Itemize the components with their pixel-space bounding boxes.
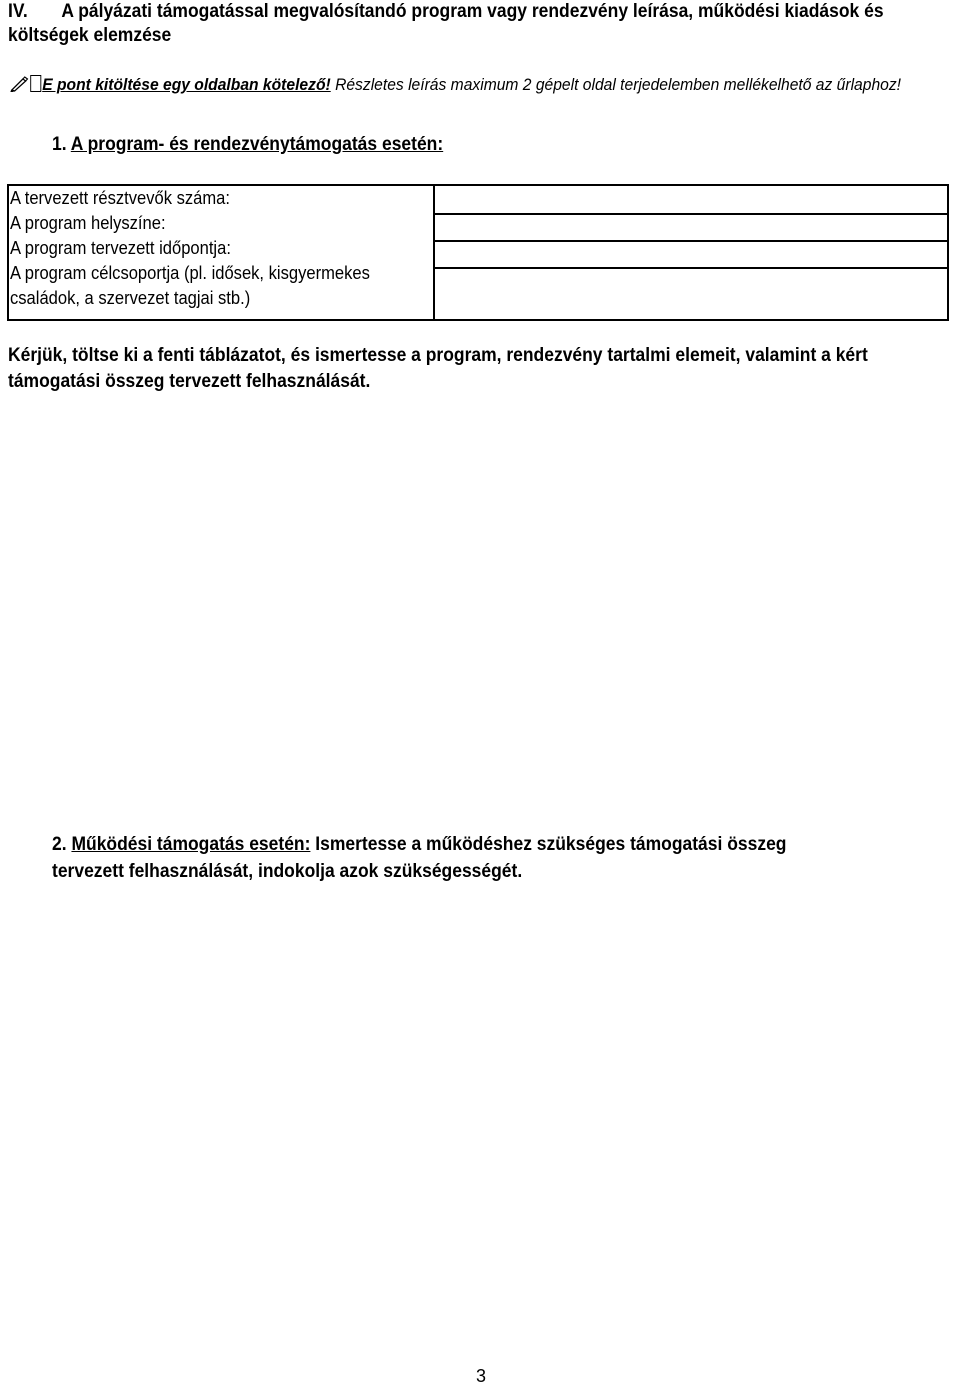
detail-note: Részletes leírás maximum 2 gépelt oldal terjedelemben mellékelhető az űrlaphoz! xyxy=(330,75,902,94)
mandatory-note: E pont kitöltése egy oldalban kötelező! xyxy=(42,75,331,94)
checkbox-glyph xyxy=(30,75,41,92)
value-cell[interactable] xyxy=(434,185,948,320)
participants-value-field[interactable] xyxy=(435,186,947,215)
subsection-2-title: Működési támogatás esetén: xyxy=(71,834,311,855)
section-number: IV. xyxy=(8,1,28,22)
subsection-1-heading xyxy=(52,133,443,157)
subsection-2-number: 2. xyxy=(52,834,67,855)
section-title: A pályázati támogatással megvalósítandó program vagy rendezvény leírása, működési kiadások és költségek elemzése xyxy=(8,1,884,46)
row-label-participants: A tervezett résztvevők száma: A program helyszíne: A program tervezett időpontja: A program célcsoportja (pl. idősek, kisgyermekes családok, a szervezet tagjai stb.) xyxy=(8,185,434,320)
program-form-table xyxy=(7,184,949,321)
table-row xyxy=(8,185,948,320)
subsection-1-title: A program- és rendezvénytámogatás esetén: xyxy=(70,134,444,155)
location-value-field[interactable] xyxy=(435,215,947,242)
target-group-value-field[interactable] xyxy=(435,269,947,319)
subsection-2-text: Ismertesse a működéshez szükséges támogatási összeg tervezett felhasználását, indokolja azok szükségességét. xyxy=(52,834,787,882)
page-number: 3 xyxy=(476,1366,487,1386)
pencil-icon xyxy=(10,76,28,92)
subsection-2 xyxy=(52,831,843,885)
fill-instruction: Kérjük, töltse ki a fenti táblázatot, és ismertesse a program, rendezvény tartalmi elemeit, valamint a kért támogatási összeg tervezett felhasználását. xyxy=(8,345,868,392)
section-heading xyxy=(8,0,884,48)
date-value-field[interactable] xyxy=(435,242,947,269)
instruction-note xyxy=(10,74,901,96)
subsection-1-number: 1. xyxy=(52,134,67,155)
